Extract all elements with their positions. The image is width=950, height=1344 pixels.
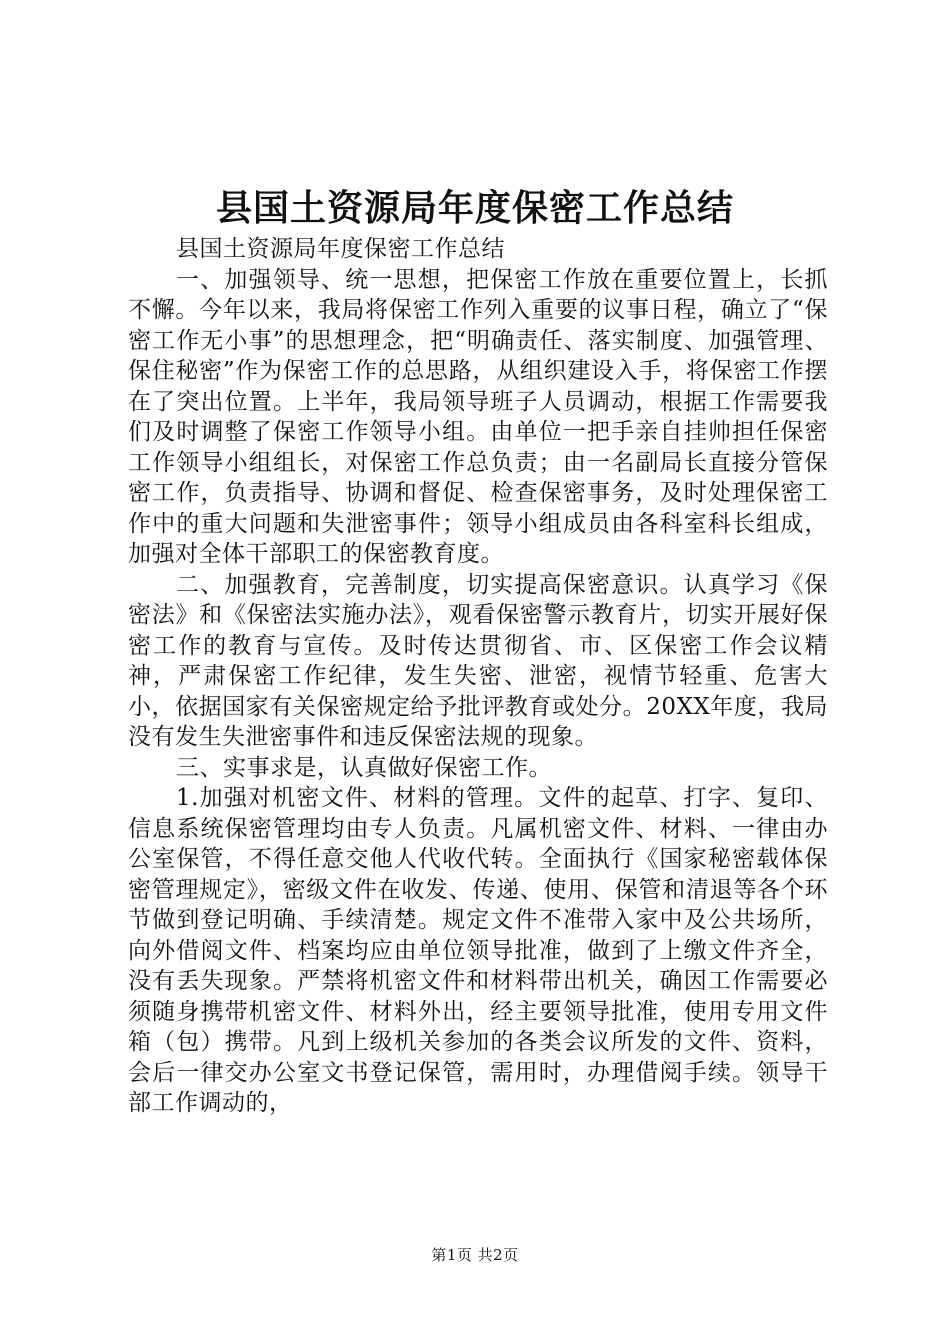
paragraph-section-1: 一、加强领导、统一思想，把保密工作放在重要位置上，长抓不懈。今年以来，我局将保密工作列入重要的议事日程，确立了“保密工作无小事”的思想理念，把“明确责任、落实制度、加强管理、保住秘密”作为保密工作的总思路，从组织建设入手，将保密工作摆在了突出位置。上半年，我局领导班子人员调动，根据工作需要我们及时调整了保密工作领导小组。由单位一把手亲自挂帅担任保密工作领导小组组长，对保密工作总负责；由一名副局长直接分管保密工作，负责指导、协调和督促、检查保密事务，及时处理保密工作中的重大问题和失泄密事件；领导小组成员由各科室科长组成，加强对全体干部职工的保密教育度。 [128,266,828,567]
page-footer: 第1页 共2页 [431,1246,519,1264]
document-body [128,234,828,1119]
paragraph-section-3-heading: 三、实事求是，认真做好保密工作。 [176,754,552,781]
paragraph-section-2: 二、加强教育，完善制度，切实提高保密意识。认真学习《保密法》和《保密法实施办法》，观看保密警示教育片，切实开展好保密工作的教育与宣传。及时传达贯彻省、市、区保密工作会议精神，严肃保密工作纪律，发生失密、泄密，视情节轻重、危害大小，依据国家有关保密规定给予批评教育或处分。20XX年度，我局没有发生失泄密事件和违反保密法规的现象。 [128,571,828,750]
document-title: 县国土资源局年度保密工作总结 [215,187,734,229]
paragraph-subtitle: 县国土资源局年度保密工作总结 [176,236,505,262]
paragraph-section-3-item-1: 1.加强对机密文件、材料的管理。文件的起草、打字、复印、信息系统保密管理均由专人负责。凡属机密文件、材料、一律由办公室保管，不得任意交他人代收代转。全面执行《国家秘密载体保密管理规定》，密级文件在收发、传递、使用、保管和清退等各个环节做到登记明确、手续清楚。规定文件不准带入家中及公共场所，向外借阅文件、档案均应由单位领导批准，做到了上缴文件齐全，没有丢失现象。严禁将机密文件和材料带出机关，确因工作需要必须随身携带机密文件、材料外出，经主要领导批准，使用专用文件箱（包）携带。凡到上级机关参加的各类会议所发的文件、资料，会后一律交办公室文书登记保管，需用时，办理借阅手续。领导干部工作调动的， [128,785,828,1116]
